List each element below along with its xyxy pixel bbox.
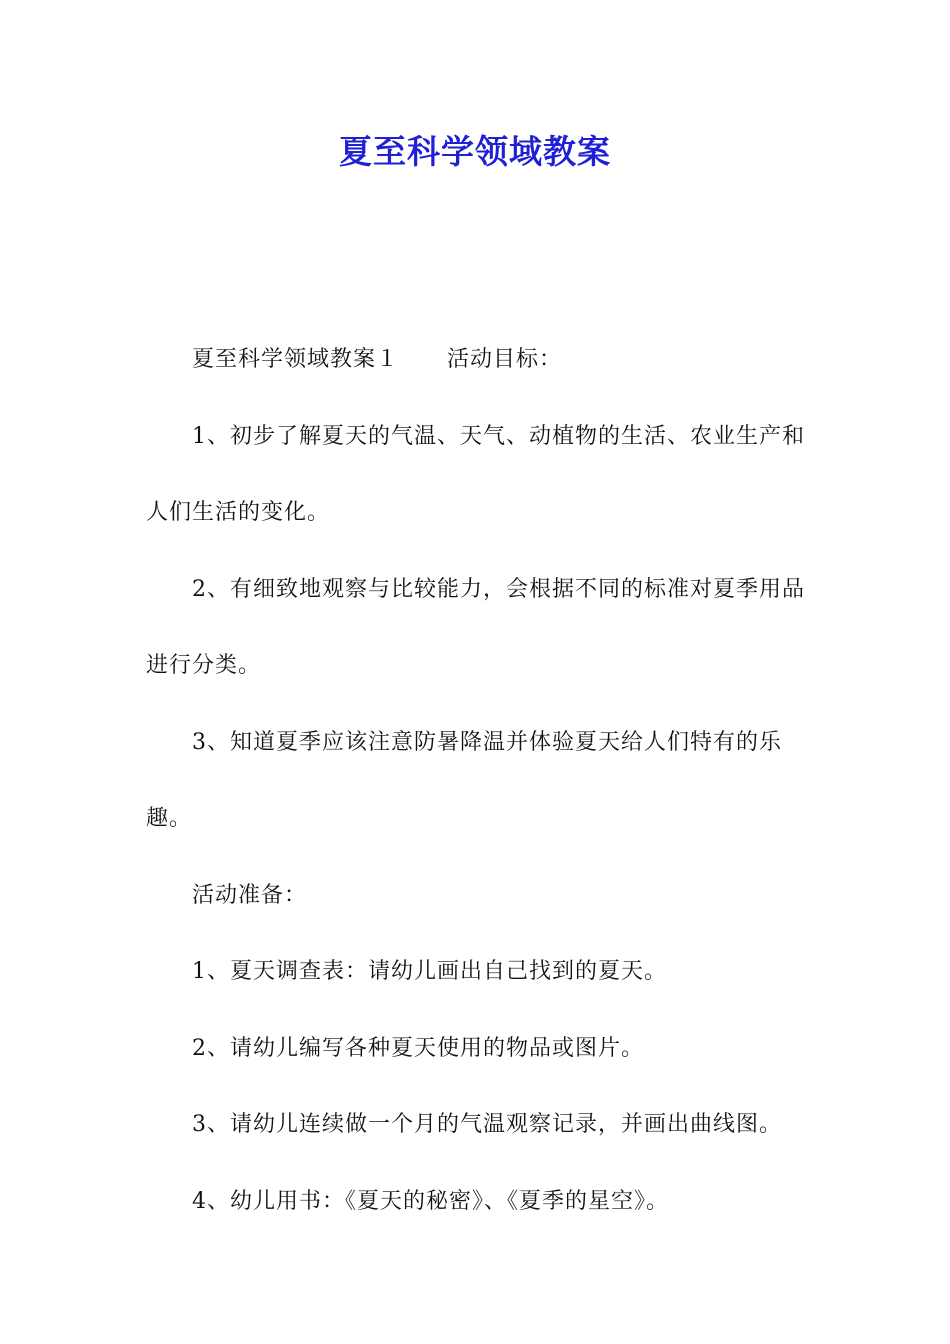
preparation-item-1: 1、夏天调查表：请幼儿画出自己找到的夏天。 bbox=[192, 959, 667, 984]
goal-item-1: 1、初步了解夏天的气温、天气、动植物的生活、农业生产和人们生活的变化。 bbox=[146, 423, 805, 525]
goals-heading: 活动目标： bbox=[447, 347, 563, 372]
preparation-item-3: 3、请幼儿连续做一个月的气温观察记录，并画出曲线图。 bbox=[192, 1112, 782, 1137]
document-title: 夏至科学领域教案 bbox=[339, 132, 611, 171]
goal-item-2: 2、有细致地观察与比较能力，会根据不同的标准对夏季用品进行分类。 bbox=[146, 576, 805, 678]
intro-lead: 夏至科学领域教案１ bbox=[192, 347, 400, 372]
document-body bbox=[146, 322, 814, 1240]
goal-item-3: 3、知道夏季应该注意防暑降温并体验夏天给人们特有的乐趣。 bbox=[146, 729, 782, 831]
preparation-item-2: 2、请幼儿编写各种夏天使用的物品或图片。 bbox=[192, 1035, 644, 1061]
preparation-item-4: 4、幼儿用书：《夏天的秘密》、《夏季的星空》。 bbox=[192, 1188, 669, 1214]
preparation-heading: 活动准备： bbox=[192, 882, 308, 908]
intro-paragraph bbox=[146, 322, 814, 399]
